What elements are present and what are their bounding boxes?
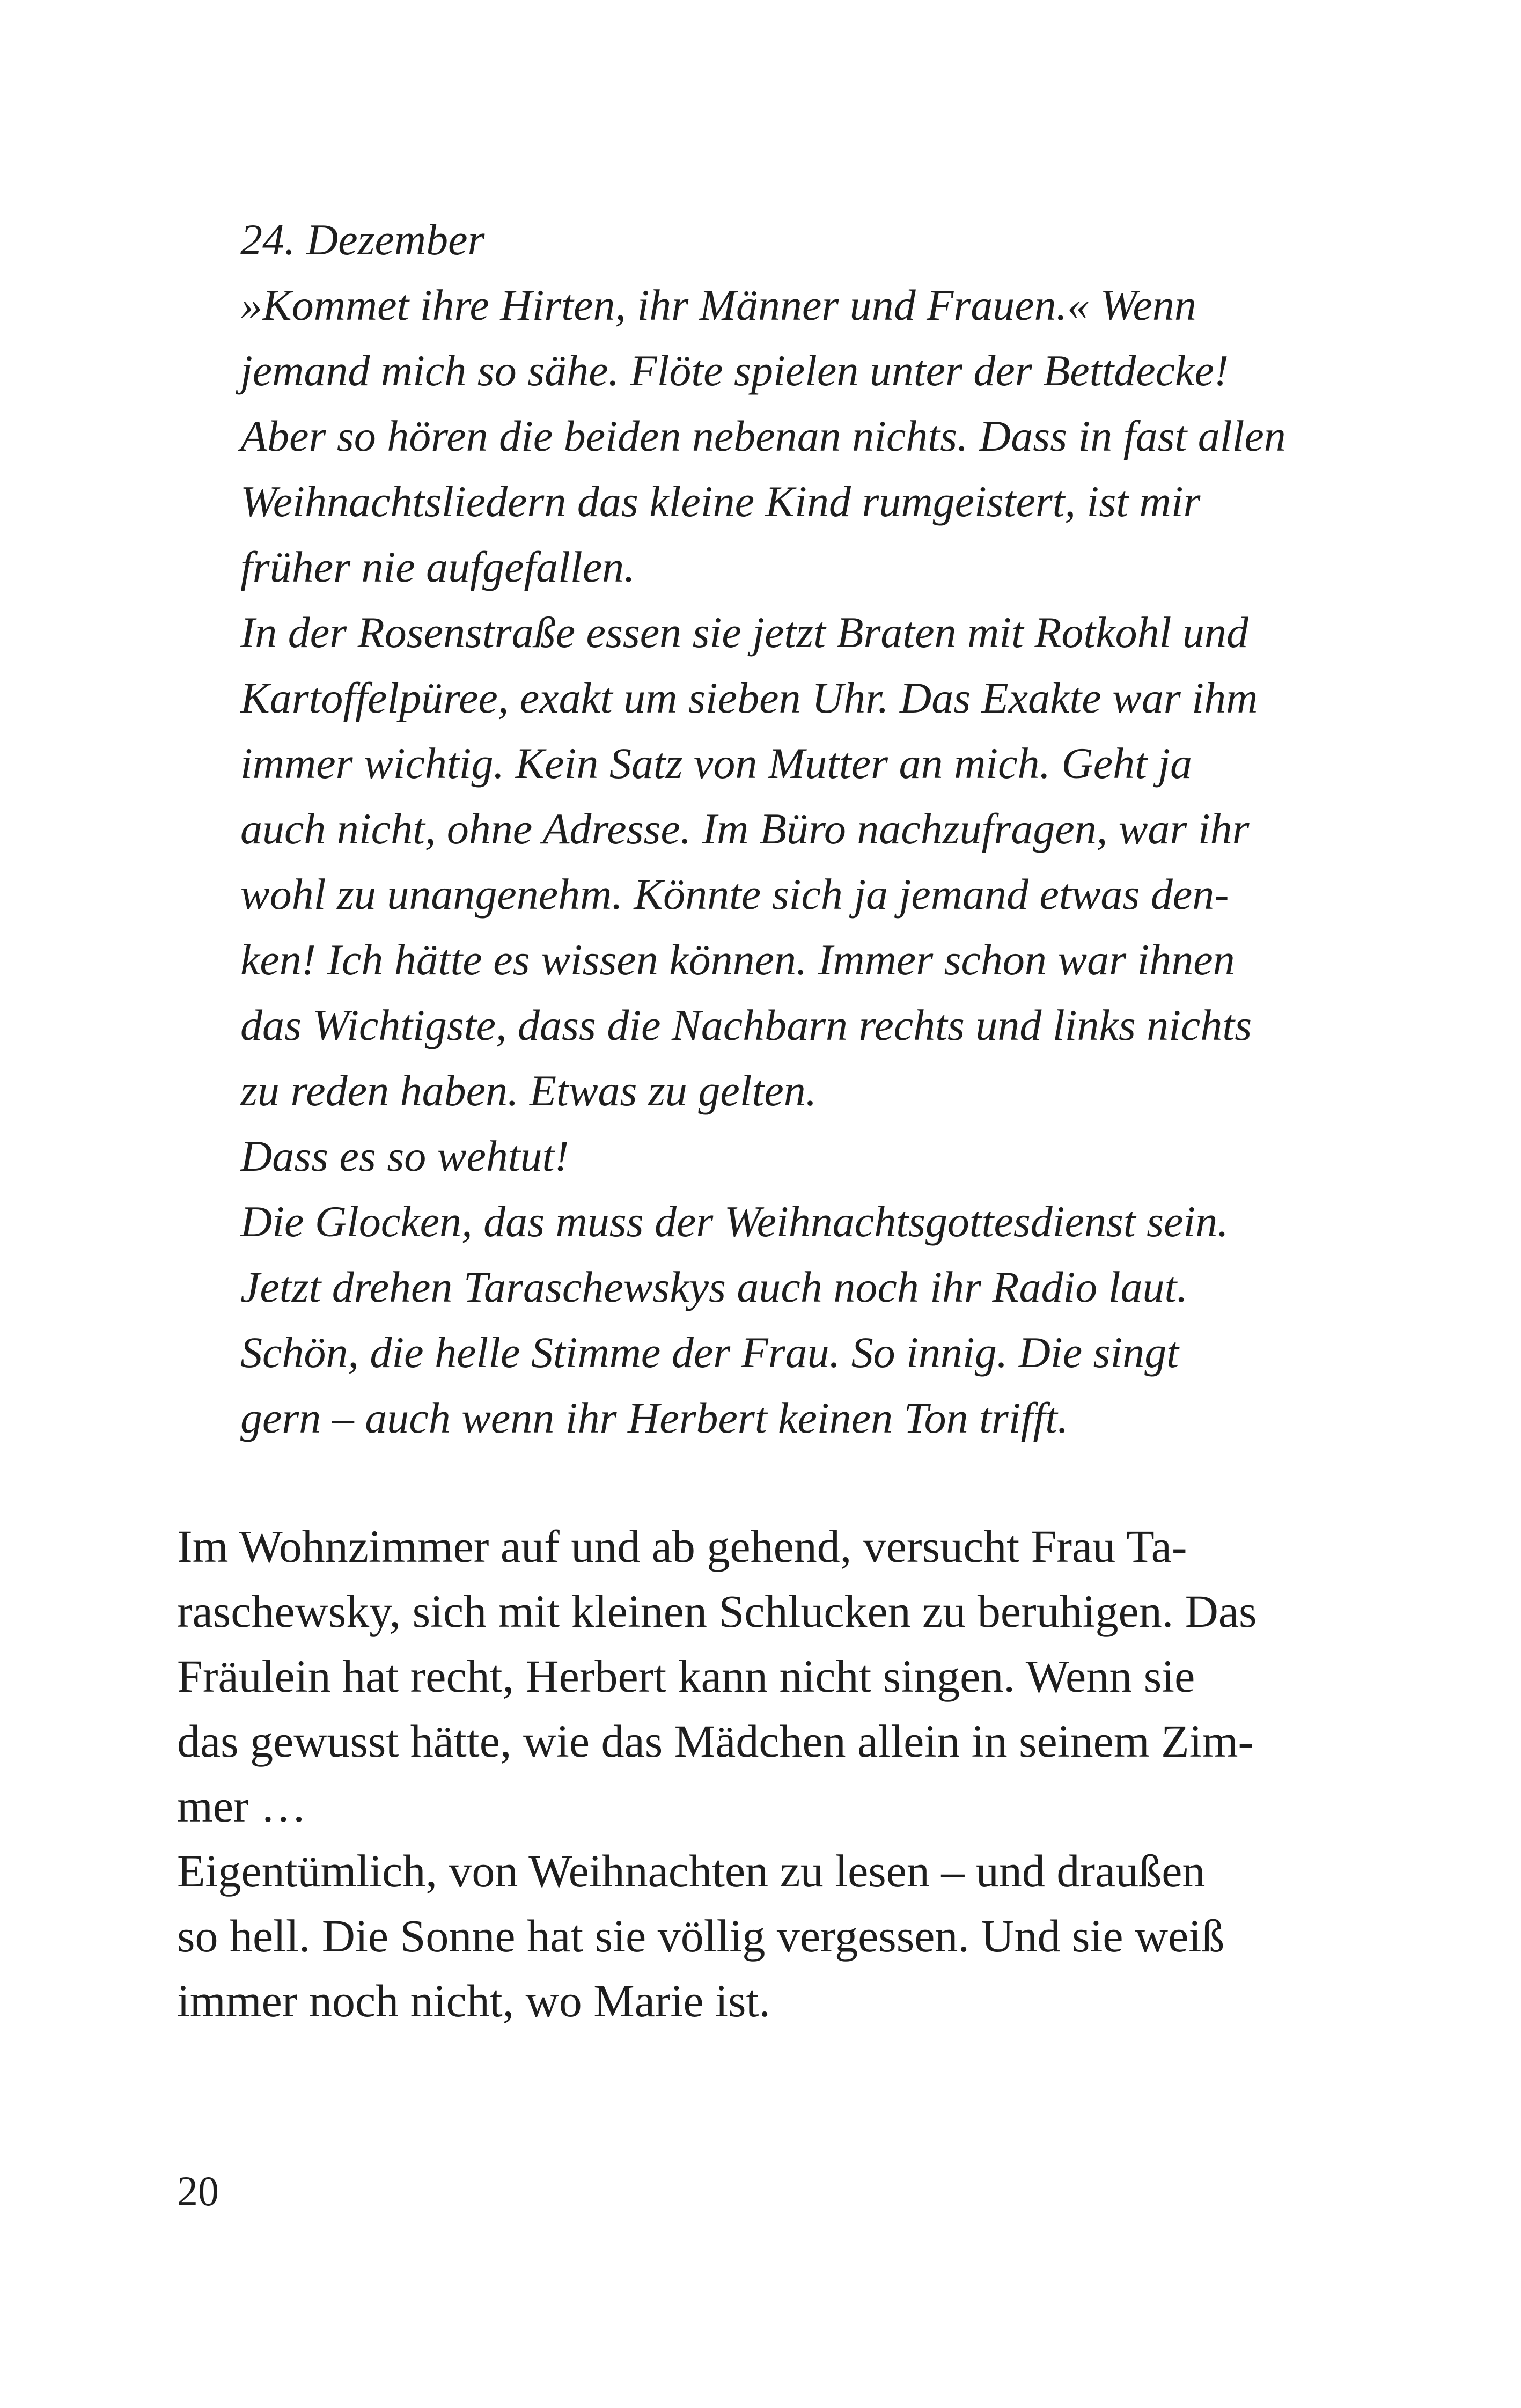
narrative-line: raschewsky, sich mit kleinen Schlucken zu beruhigen. Das <box>177 1585 1257 1637</box>
diary-line: »Kommet ihre Hirten, ihr Männer und Frauen.« Wenn <box>240 281 1196 329</box>
narrative-text <box>177 1514 1341 2033</box>
narrative-line: mer … <box>177 1780 307 1832</box>
diary-line: Dass es so wehtut! <box>240 1132 569 1180</box>
diary-line: immer wichtig. Kein Satz von Mutter an mich. Geht ja <box>240 739 1193 788</box>
diary-line: zu reden haben. Etwas zu gelten. <box>240 1066 817 1115</box>
diary-line: Aber so hören die beiden nebenan nichts. Dass in fast allen <box>240 412 1286 460</box>
diary-line: Schön, die helle Stimme der Frau. So innig. Die singt <box>240 1328 1179 1377</box>
diary-line: früher nie aufgefallen. <box>240 542 635 591</box>
narrative-line: so hell. Die Sonne hat sie völlig vergessen. Und sie weiß <box>177 1910 1225 1962</box>
diary-line: Die Glocken, das muss der Weihnachtsgottesdienst sein. <box>240 1197 1229 1246</box>
diary-entry <box>240 207 1335 1451</box>
page-number: 20 <box>177 2168 219 2214</box>
diary-line: wohl zu unangenehm. Könnte sich ja jemand etwas den- <box>240 870 1229 919</box>
narrative-line: immer noch nicht, wo Marie ist. <box>177 1975 770 2027</box>
narrative-line: Fräulein hat recht, Herbert kann nicht singen. Wenn sie <box>177 1650 1195 1702</box>
diary-line: Weihnachtsliedern das kleine Kind rumgeistert, ist mir <box>240 477 1201 526</box>
narrative-line: Eigentümlich, von Weihnachten zu lesen – und draußen <box>177 1845 1206 1897</box>
diary-line: gern – auch wenn ihr Herbert keinen Ton trifft. <box>240 1393 1069 1442</box>
diary-line: auch nicht, ohne Adresse. Im Büro nachzufragen, war ihr <box>240 804 1250 853</box>
diary-line: das Wichtigste, dass die Nachbarn rechts und links nichts <box>240 1001 1252 1049</box>
diary-line: Kartoffelpüree, exakt um sieben Uhr. Das Exakte war ihm <box>240 673 1258 722</box>
diary-line: In der Rosenstraße essen sie jetzt Braten mit Rotkohl und <box>240 608 1248 657</box>
diary-date: 24. Dezember <box>240 215 485 264</box>
diary-line: Jetzt drehen Taraschewskys auch noch ihr Radio laut. <box>240 1262 1188 1311</box>
narrative-line: das gewusst hätte, wie das Mädchen allein in seinem Zim- <box>177 1715 1254 1767</box>
diary-line: ken! Ich hätte es wissen können. Immer schon war ihnen <box>240 935 1235 984</box>
diary-line: jemand mich so sähe. Flöte spielen unter der Bettdecke! <box>240 346 1229 395</box>
narrative-line: Im Wohnzimmer auf und ab gehend, versucht Frau Ta- <box>177 1521 1187 1572</box>
